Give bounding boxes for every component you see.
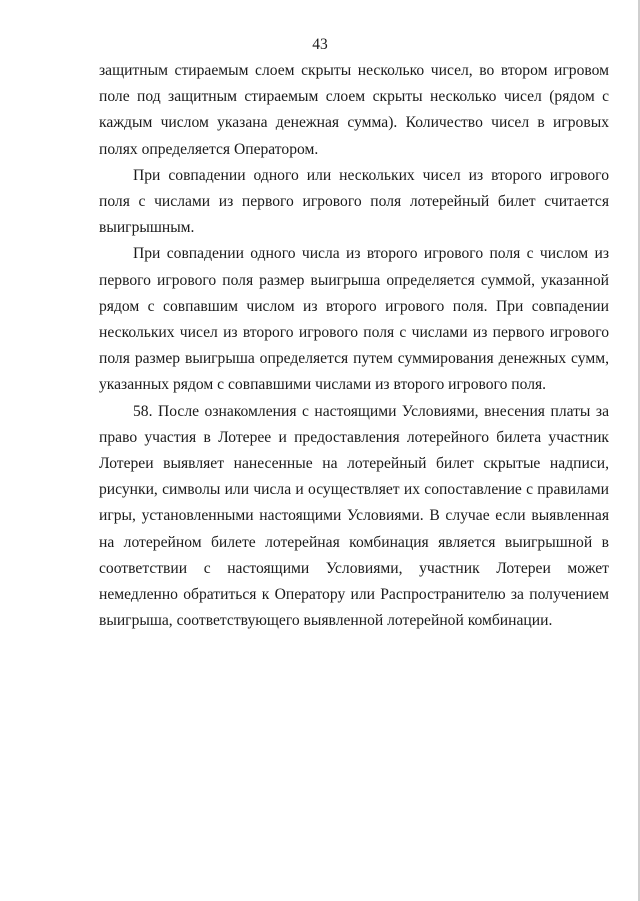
document-body: [99, 58, 609, 634]
paragraph-prize-amount: При совпадении одного числа из второго игрового поля с числом из первого игрового поля размер выигрыша определяется суммой, указанной рядом с совпавшим числом из второго игрового поля. При совпадении нескольких чисел из второго игрового поля с числами из первого игрового поля размер выигрыша определяется путем суммирования денежных сумм, указанных рядом с совпавшими числами из второго игрового поля.: [99, 245, 609, 394]
page-number: 43: [312, 36, 328, 53]
paragraph-clause-58: 58. После ознакомления с настоящими Условиями, внесения платы за право участия в Лотерее и предоставления лотерейного билета участник Лотереи выявляет нанесенные на лотерейный билет скрытые надписи, рисунки, символы или числа и осуществляет их сопоставление с правилами игры, установленными настоящими Условиями. В случае если выявленная на лотерейном билете лотерейная комбинация является выигрышной в соответствии с настоящими Условиями, участник Лотереи может немедленно обратиться к Оператору или Распространителю за получением выигрыша, соответствующего выявленной лотерейной комбинации.: [99, 402, 609, 630]
paragraph-continuation: защитным стираемым слоем скрыты несколько чисел, во втором игровом поле под защитным стираемым слоем скрыты несколько чисел (рядом с каждым числом указана денежная сумма). Количество чисел в игровых полях определяется Оператором.: [99, 62, 609, 158]
paragraph-winning-condition: При совпадении одного или нескольких чисел из второго игрового поля с числами из первого игрового поля лотерейный билет считается выигрышным.: [99, 166, 609, 237]
